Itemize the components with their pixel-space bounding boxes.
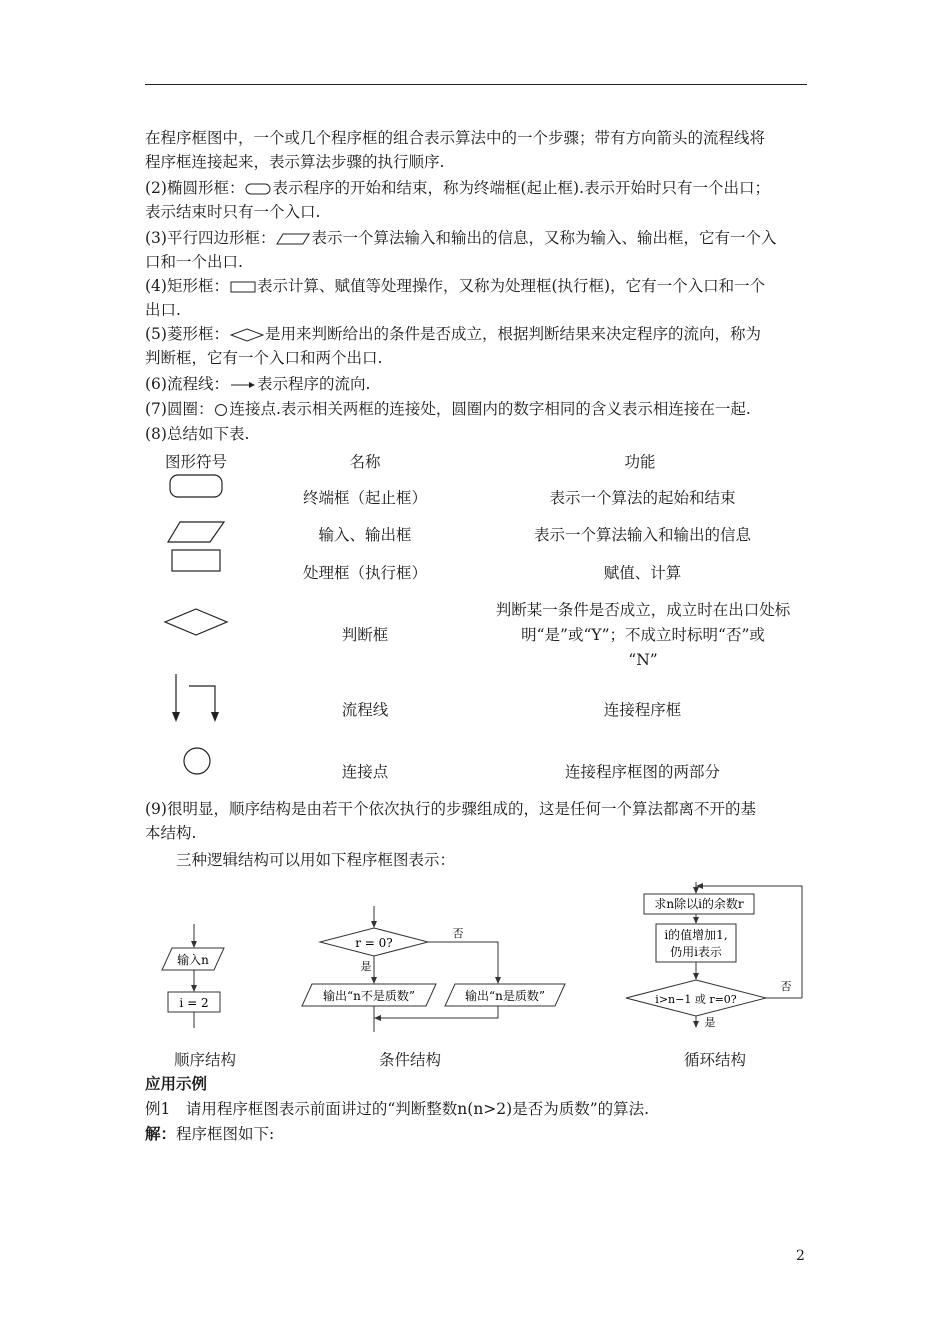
solution (145, 1122, 810, 1146)
table-row-func: 表示一个算法的起始和结束 (549, 489, 736, 507)
loop-remainder-label: 求n除以i的余数r (654, 897, 744, 911)
oval-line-2: 表示结束时只有一个入口. (145, 203, 321, 221)
table-row-func: 连接程序框图的两部分 (564, 763, 720, 781)
item-circle (145, 397, 810, 421)
loop-yes-label: 是 (704, 1016, 716, 1029)
diamond-line-2: 判断框，它有一个入口和两个出口. (145, 349, 383, 367)
item-flowline (145, 372, 810, 396)
intro-paragraph (145, 126, 810, 174)
table-io-process-symbols (166, 520, 228, 574)
flowline-label: (6)流程线： (145, 375, 229, 393)
rectangle-icon (230, 281, 256, 293)
table-row-name: 处理框（执行框） (302, 564, 427, 582)
solution-label: 解： (145, 1124, 177, 1143)
table-row-name: 流程线 (341, 701, 389, 719)
page-number: 2 (796, 1248, 805, 1264)
table-header-symbol: 图形符号 (164, 453, 227, 471)
parallelogram-text: 表示一个算法输入和输出的信息，又称为输入、输出框，它有一个入 (311, 229, 777, 247)
item-summary (145, 422, 810, 446)
table-oval-symbol (168, 473, 226, 499)
loop-no-label: 否 (780, 980, 792, 993)
cond-yes-label: 是 (360, 960, 372, 973)
parallelogram-label: (3)平行四边形框： (145, 229, 276, 247)
three-structures-text: 三种逻辑结构可以用如下程序框图表示： (176, 851, 456, 869)
condition-structure-diagram (290, 900, 580, 1040)
loop-increment-line-2: 仍用i表示 (670, 945, 722, 959)
sequence-structure-diagram (150, 918, 250, 1028)
loop-structure-diagram (620, 880, 810, 1030)
circle-text: 连接点.表示相关两框的连接处，圆圈内的数字相同的含义表示相连接在一起. (229, 400, 751, 418)
table-row-name: 输入、输出框 (318, 526, 412, 544)
table-row-func-line: 明“是”或“Y”；不成立时标明“否”或 (521, 626, 765, 644)
table-row-name: 判断框 (341, 626, 389, 644)
arrow-right-icon (230, 380, 256, 390)
para9-line-1: (9)很明显，顺序结构是由若干个依次执行的步骤组成的，这是任何一个算法都离不开的基 (145, 800, 756, 818)
diamond-text: 是用来判断给出的条件是否成立，根据判断结果来决定程序的流向，称为 (264, 325, 761, 343)
example-1-text: 例1 请用程序框图表示前面讲过的“判断整数n(n>2)是否为质数”的算法. (145, 1100, 650, 1118)
rectangle-text: 表示计算、赋值等处理操作，又称为处理框(执行框)，它有一个入口和一个 (256, 277, 766, 295)
intro-line-2: 程序框连接起来，表示算法步骤的执行顺序. (145, 153, 445, 171)
rectangle-line-2: 出口. (145, 301, 181, 319)
example-1 (145, 1097, 810, 1121)
diamond-label: (5)菱形框： (145, 325, 229, 343)
terminal-oval-icon (245, 183, 271, 195)
seq-input-label: 输入n (177, 953, 209, 967)
seq-assign-label: i = 2 (179, 996, 209, 1010)
cond-condition-label: r = 0? (355, 936, 393, 950)
summary-line: (8)总结如下表. (145, 425, 250, 443)
cond-left-output-label: 输出“n不是质数” (323, 989, 415, 1003)
item-rectangle (145, 274, 810, 322)
loop-condition-label: i>n−1 或 r=0? (655, 993, 737, 1006)
table-row-func-line: “N” (628, 651, 658, 669)
caption-condition: 条件结构 (378, 1051, 441, 1069)
caption-sequence: 顺序结构 (173, 1051, 236, 1069)
example-heading (145, 1072, 810, 1096)
circle-label: (7)圆圈： (145, 400, 214, 418)
table-circle-symbol (181, 745, 213, 777)
circle-connector-icon (214, 403, 228, 417)
rectangle-label: (4)矩形框： (145, 277, 229, 295)
para9-line-2: 本结构. (145, 824, 197, 842)
oval-label: (2)椭圆形框： (145, 179, 245, 197)
header-rule (145, 84, 807, 85)
intro-line-1: 在程序框图中，一个或几个程序框的组合表示算法中的一个步骤；带有方向箭头的流程线将 (145, 129, 766, 147)
caption-loop: 循环结构 (683, 1051, 746, 1069)
item-diamond (145, 322, 810, 370)
table-row-func: 表示一个算法输入和输出的信息 (533, 526, 751, 544)
table-header-name: 名称 (349, 453, 381, 471)
table-diamond-symbol (163, 607, 229, 637)
item-oval (145, 176, 810, 224)
para-9 (145, 797, 810, 845)
parallelogram-line-2: 口和一个出口. (145, 253, 243, 271)
example-heading-text: 应用示例 (145, 1074, 208, 1093)
loop-increment-line-1: i的值增加1, (664, 928, 728, 942)
flowline-text: 表示程序的流向. (256, 375, 371, 393)
table-flowline-symbols (166, 670, 226, 724)
table-row-func-line: 判断某一条件是否成立，成立时在出口处标 (495, 601, 791, 619)
solution-text: 程序框图如下: (176, 1125, 275, 1143)
item-parallelogram (145, 226, 810, 274)
parallelogram-icon (276, 233, 310, 245)
table-row-name: 终端框（起止框） (302, 489, 427, 507)
table-header-function: 功能 (624, 453, 656, 471)
table-row-func: 赋值、计算 (603, 564, 682, 582)
three-structures-intro (176, 848, 841, 872)
diamond-icon (230, 328, 264, 342)
table-row-func: 连接程序框 (603, 701, 682, 719)
oval-text: 表示程序的开始和结束，称为终端框(起止框).表示开始时只有一个出口； (272, 179, 770, 197)
cond-no-label: 否 (452, 927, 464, 940)
cond-right-output-label: 输出“n是质数” (465, 989, 545, 1003)
table-row-name: 连接点 (341, 763, 389, 781)
